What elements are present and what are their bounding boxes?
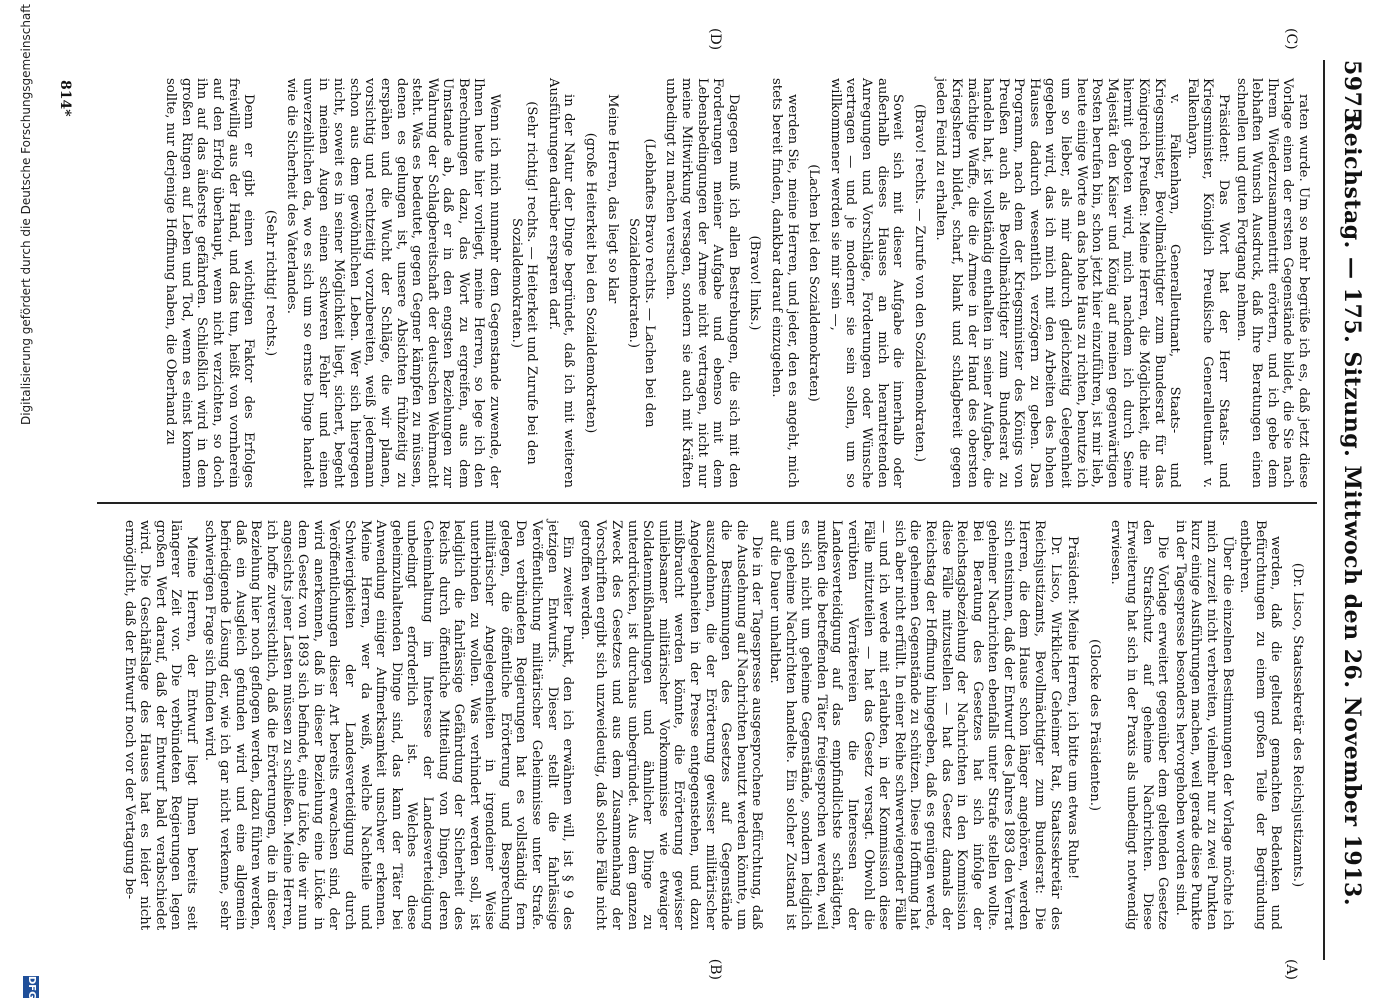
paragraph: Meine Herren, das liegt so klar bbox=[604, 94, 620, 304]
paragraph: in der Natur der Dinge begründet, daß ich mit weiteren Ausführungen darüber ersparen darf. bbox=[545, 78, 577, 488]
dfg-logo: DFG bbox=[23, 976, 39, 998]
paragraph: Meine Herren, der Entwurf liegt Ihnen bereits seit längerer Zeit vor. Die verbündeten Regierungen legen großen Wert darauf, daß der Entwurf bald verabschiedet wird. Die Geschäftslage des Hauses hat es leider nicht ermöglicht, daß der Entwurf noch vor der Vertagung be- bbox=[121, 520, 200, 930]
paragraph: (Sehr richtig! rechts. — Heiterkeit und Zurufe bei den Sozialdemokraten.) bbox=[508, 101, 540, 465]
paragraph: Präsident: Meine Herren, ich bitte um etwas Ruhe! bbox=[1065, 536, 1081, 880]
paragraph: Ein zweiter Punkt, den ich erwähnen will, ist § 9 des jetzigen Entwurfs. Dieser stellt die fahrlässige Veröffentlichung militärischer Geheimnisse unter Strafe. Den verbündeten Regierungen hat es vollständig fern gelegen, die öffentliche Erörterung und Besprechung militärischer Angelegenheiten in irgendeiner Weise unterbinden zu wollen. Was verhindert werden soll, ist lediglich die fahrlässige Gefährdung der Sicherheit des Reichs durch öffentliche Mitteilung von Dingen, deren Geheimhaltung im Interesse der Landesverteidigung unbedingt erforderlich ist. Welches diese geheimzuhaltenden Dinge sind, das kann der Täter bei Anwendung einiger Aufmerksamkeit unschwer erkennen. Meine Herren, wer da weiß, welche Nachteile und Schwierigkeiten der Landesverteidigung durch Veröffentlichungen dieser Art bereits erwachsen sind, der wird anerkennen, daß in dieser Beziehung eine Lücke in dem Gesetz von 1893 sich befindet, eine Lücke, die wir nun angesichts jener Lasten müssen zu schließen. Meine Herren, ich hoffe zuversichtlich, daß die Erörterungen, die in dieser Beziehung hier noch geflogen werden, dazu führen werden, daß ein Ausgleich gefunden wird und eine allgemein befriedigende Lösung der, wie ich gar nicht verkenne, sehr schwierigen Frage sich finden wird. bbox=[201, 520, 576, 930]
paragraph: (große Heiterkeit bei den Sozialdemokraten) bbox=[583, 132, 599, 434]
paragraph: (Bravo! rechts. — Zurufe von den Sozialdemokraten.) bbox=[911, 103, 927, 463]
page-header bbox=[1325, 60, 1365, 960]
paragraph: Die in der Tagespresse ausgesprochene Befürchtung, daß die Ausdehnung auf Nachrichten benutzt werden könnte, um die Bestimmungen des Gesetzes auf Gegenstände auszudehnen, die der Erörterung gewisser militärischer Angelegenheiten in der Presse entgegenstehen, und dazu mißbraucht werden könnte, die Erörterung gewisser unliebsamer militärischer Vorkommnisse wie etwaiger Soldatenmißhandlungen und ähnlicher Dinge zu unterdrücken, ist durchaus unbegründet. Aus dem ganzen Zweck des Gesetzes und aus dem Zusammenhang der Vorschriften ergibt sich unzweideutig, daß solche Fälle nicht getroffen werden. bbox=[577, 520, 765, 930]
paragraph: (Lachen bei den Sozialdemokraten) bbox=[806, 164, 822, 402]
paragraph: Dr. Lisco, Wirklicher Geheimer Rat, Staatssekretär des Reichsjustizamts, Bevollmächtigter zum Bundesrat: Die Herren, die dem Hause schon länger angehören, werden sich entsinnen, daß der Entwurf des Jahres 1893 den Verrat geheimer Nachrichten ebenfalls unter Strafe stellen wollte. Bei Beratung des Gesetzes hat sich infolge der Reichstagsbeziehung der Nachrichten in den Kommission diese Fälle mitzustellen — hat das Gesetz damals der Reichstag der Hoffnung hingegeben, daß es genügen werde, die geheimen Gegenstände zu schützen. Diese Hoffnung hat sich aber nicht erfüllt. In einer Reihe schwerwiegender Fälle — und ich werde mit erlaubten, in der Kommission diese Fälle mitzuteilen — hat das Gesetz versagt. Obwohl die verübten Verrätereien die Interessen der Landesverteidigung auf das empfindlichste schädigten, mußten die betreffenden Täter freigesprochen werden, weil es sich nicht um geheime Gegenstände, sondern lediglich um geheime Nachrichten handelte. Ein solcher Zustand ist auf die Dauer unhaltbar. bbox=[767, 520, 1063, 930]
paragraph: raten wurde. Um so mehr begrüße ich es, daß jetzt diese Vorlage einen der ersten Gegenstände bildet, die Sie nach Ihrem Wiederzusammentritt erörtern, und ich gebe dem lebhaften Wunsch Ausdruck, daß Ihre Beratungen einen schnellen und guten Fortgang nehmen. bbox=[1233, 78, 1311, 488]
paragraph: (Lebhaftes Bravo rechts. — Lachen bei den Sozialdemokraten.) bbox=[626, 138, 657, 428]
text-column-left bbox=[91, 78, 1311, 488]
margin-marker-d: (D) bbox=[707, 28, 723, 51]
paragraph: (Sehr richtig! rechts.) bbox=[262, 209, 278, 357]
page-number: 5975 bbox=[1339, 60, 1365, 124]
paragraph: (Bravo! links.) bbox=[747, 235, 763, 331]
margin-marker-a: (A) bbox=[1283, 958, 1299, 980]
paragraph: Dagegen muß ich allen Bestrebungen, die sich mit den Forderungen meiner Aufgabe und ebenso mit dem Lebensbedingungen der Armee nicht vertragen, nicht nur meine Mitwirkung versagen, sondern sie auch mit Kräften unbedingt zu machen versuchen. bbox=[663, 78, 741, 488]
sheet-signature: 814* bbox=[57, 80, 73, 117]
margin-marker-c: (C) bbox=[1283, 28, 1299, 50]
paragraph: v. Falkenhayn, Generalleutnant, Staats- und Kriegsminister, Bevollmächtigter zum Bundesrat für das Königreich Preußen: Meine Herren, die Möglichkeit, die mir hiermit geboten wird, mich nachdem ich durch Seine Majestät den Kaiser und König auf meinen gegenwärtigen Posten berufen bin, schon jetzt hier einzuführen, ist mir lieb, heute einige Worte an das hohe Haus zu richten, benutze ich um so lieber, als mir dadurch gleichzeitig Gelegenheit gegeben wird, das ich mich mit den Arbeiten des hohen Hauses dadurch wesentlich verzögern zu geben. Das Programm, nach dem der Kriegsminister des Königs von Preußen auch als Bevollmächtigter zum Bundesrat zu handeln hat, ist vollständig enthalten in seiner Aufgabe, die mächtige Waffe, die die Armee in der Hand des obersten Kriegsherrn bildet, scharf, blank und schlagbereit gegen jeden Feind zu erhalten. bbox=[933, 78, 1183, 488]
text-column-right bbox=[91, 520, 1311, 930]
paragraph: (Glocke des Präsidenten.) bbox=[1086, 638, 1102, 812]
paragraph: werden Sie, meine Herren, und jeder, den es angeht, mich stets bereit finden, dankbar darauf einzugehen. bbox=[769, 78, 800, 488]
paragraph: Soweit sich mit dieser Aufgabe die innerhalb oder außerhalb dieses Hauses an mich herantretenden Anregungen und Vorschläge, Forderungen oder Wünsche vertragen — und je moderner sie sein sollen, um so willkommener werden sie mir sein —, bbox=[827, 78, 906, 488]
paragraph: (Dr. Lisco, Staatssekretär des Reichsjustizamts.) bbox=[1290, 562, 1305, 888]
paragraph: Wenn ich mich nunmehr dem Gegenstande zuwende, der Ihnen heute hier vorliegt, meine Herren, so lege ich den Berechnungen dazu, das Wort zu ergreifen, aus dem Umstande ab, daß er in den engsten Beziehungen zur Wahrung der Schlagbereitschaft der deutschen Wehrmacht steht. Was es bedeutet, gegen Gegner kämpfen zu müssen, denen es gelungen ist, unsere Absichten frühzeitig zu erspähen und die Wucht der Schläge, die wir planen, vorsichtig und rechtzeitig vorzubereiten, weiß jedermann schon aus dem gewöhnlichen Leben. Wer sich hiergegen nicht, soweit es in seiner Möglichkeit liegt, sichert, begeht in meinen Augen einen schweren Fehler und einen unverzeihlichen da, wo es sich um so ernste Dinge handelt wie die Sicherheit des Vaterlandes. bbox=[284, 78, 503, 488]
paragraph: Über die einzelnen Bestimmungen der Vorlage möchte ich mich zurzeit nicht verbreiten, vielmehr nur zu zwei Punkten kurz einige Ausführungen machen, weil gerade diese Punkte in der Tagespresse besonders hervorgehoben worden sind. bbox=[1172, 520, 1235, 930]
digitization-note: Digitalisierung gefördert durch die Deutsche Forschungsgemeinschaft bbox=[19, 4, 33, 426]
paragraph: werden, daß die geltend gemachten Bedenken und Befürchtungen zu einem großen Teile der Begründung entbehren. bbox=[1237, 520, 1284, 930]
paragraph: Denn er gibt einen wichtigen Faktor des Erfolges freiwillig aus der Hand, und das tun, heißt von vornherein auf den Erfolg überhaupt, wenn nicht verzichten, so doch ihn auf das äußerste gefährden. Schließlich wird in dem großen Ringen auf Leben und Tod, wenn es einst kommen sollte, nur derjenige Hoffnung haben, die Oberhand zu bbox=[163, 78, 257, 488]
paragraph: Präsident: Das Wort hat der Herr Staats- und Kriegsminister, Königlich Preußische Generalleutnant v. Falkenhayn. bbox=[1184, 78, 1232, 488]
margin-marker-b: (B) bbox=[707, 958, 723, 980]
column-divider bbox=[97, 502, 1317, 504]
page-title: Reichstag. — 175. Sitzung. Mittwoch den 26. November 1913. bbox=[1339, 113, 1365, 907]
header-rule bbox=[1323, 60, 1325, 960]
paragraph: Die Vorlage erweitert gegenüber dem geltenden Gesetze den Strafschutz auf geheime Nachrichten. Diese Erweiterung hat sich in der Praxis als unbedingt notwendig erwiesen. bbox=[1108, 520, 1171, 930]
